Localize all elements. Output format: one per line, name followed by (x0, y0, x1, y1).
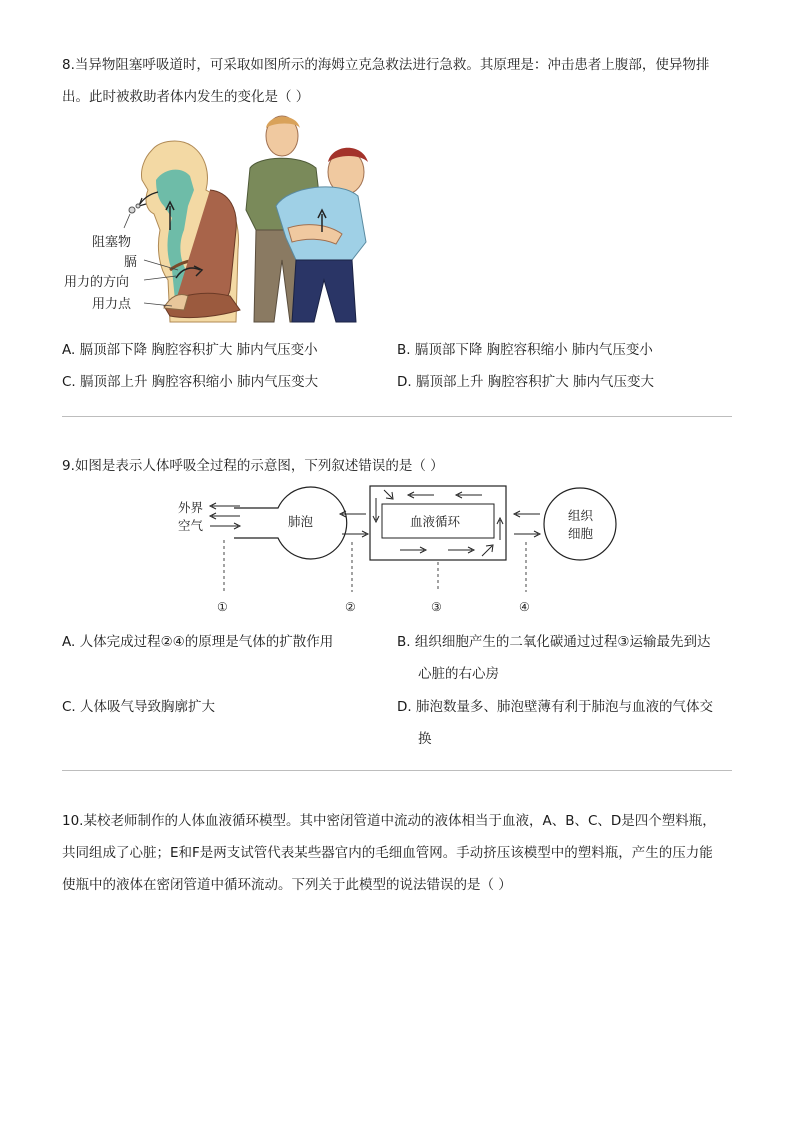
q9-option-d-line-1[interactable]: D. 肺泡数量多、肺泡壁薄有利于肺泡与血液的气体交 (397, 699, 713, 715)
label-obstruction: 阻塞物 (92, 235, 132, 250)
q10-stem-line-2: 共同组成了心脏；E和F是两支试管代表某些器官内的毛细血管网。手动挤压该模型中的塑料瓶，产生的压力能 (62, 845, 713, 861)
q8-option-d[interactable]: D. 膈顶部上升 胸腔容积扩大 肺内气压变大 (397, 374, 655, 390)
q9-option-a[interactable]: A. 人体完成过程②④的原理是气体的扩散作用 (62, 634, 334, 650)
q9-option-b-line-1[interactable]: B. 组织细胞产生的二氧化碳通过过程③运输最先到达 (397, 634, 711, 650)
label-outside-air-1: 外界 (178, 500, 204, 515)
respiration-diagram (170, 480, 630, 620)
label-force-direction: 用力的方向 (64, 275, 130, 290)
label-force-point: 用力点 (92, 297, 132, 312)
q8-option-a[interactable]: A. 膈顶部下降 胸腔容积扩大 肺内气压变小 (62, 342, 318, 358)
q9-option-b-line-2[interactable]: 心脏的右心房 (418, 666, 499, 682)
heimlich-figure (60, 110, 390, 325)
label-tissue-cell-2: 细胞 (568, 526, 594, 541)
step-2-label: ② (345, 600, 356, 614)
label-blood-circulation: 血液循环 (410, 514, 461, 529)
q8-option-b[interactable]: B. 膈顶部下降 胸腔容积缩小 肺内气压变小 (397, 342, 653, 358)
q9-stem: 9.如图是表示人体呼吸全过程的示意图，下列叙述错误的是（ ） (62, 458, 444, 474)
q9-option-d-line-2[interactable]: 换 (418, 731, 432, 747)
step-3-label: ③ (431, 600, 442, 614)
q9-option-c[interactable]: C. 人体吸气导致胸廓扩大 (62, 699, 216, 715)
question-divider (62, 416, 732, 417)
q10-stem-line-3: 使瓶中的液体在密闭管道中循环流动。下列关于此模型的说法错误的是（ ） (62, 877, 512, 893)
q8-stem-line-2: 出。此时被救助者体内发生的变化是（ ） (62, 89, 310, 105)
torso-cutaway-image (124, 141, 240, 322)
label-diaphragm: 膈 (124, 255, 138, 270)
question-divider (62, 770, 732, 771)
rescuer-patient-image (246, 116, 368, 322)
label-alveoli: 肺泡 (288, 514, 314, 529)
q8-option-c[interactable]: C. 膈顶部上升 胸腔容积缩小 肺内气压变大 (62, 374, 319, 390)
step-1-label: ① (217, 600, 228, 614)
step-4-label: ④ (519, 600, 530, 614)
q8-stem-line-1: 8.当异物阻塞呼吸道时，可采取如图所示的海姆立克急救法进行急救。其原理是：冲击患者上腹部，使异物排 (62, 57, 710, 73)
label-outside-air-2: 空气 (178, 518, 204, 533)
tissue-cell-shape (544, 488, 616, 560)
label-tissue-cell-1: 组织 (568, 508, 594, 523)
q10-stem-line-1: 10.某校老师制作的人体血液循环模型。其中密闭管道中流动的液体相当于血液，A、B、C、D是四个塑料瓶， (62, 813, 716, 829)
